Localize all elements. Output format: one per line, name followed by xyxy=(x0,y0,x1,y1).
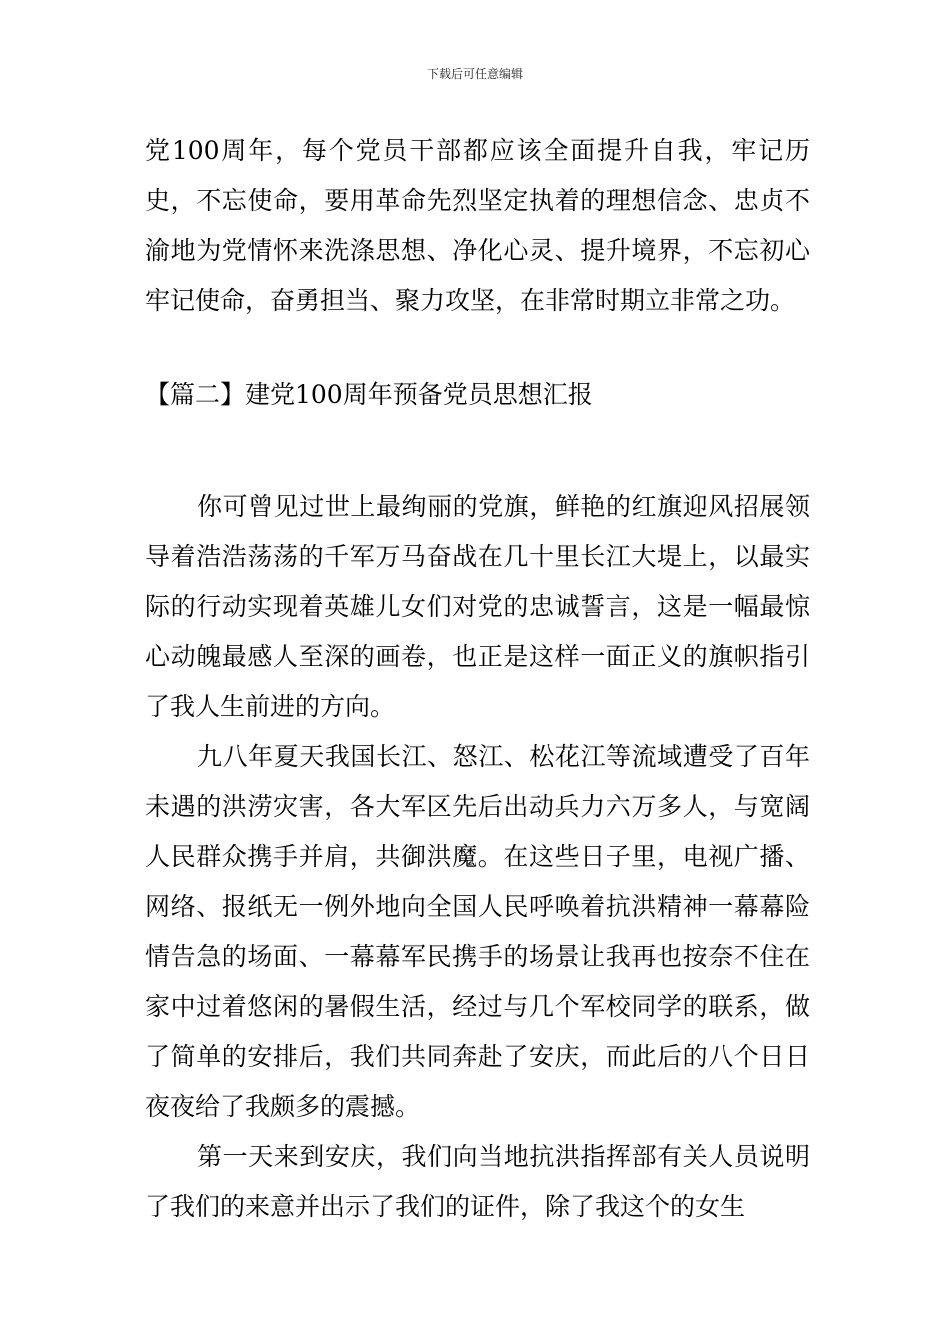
document-body xyxy=(145,126,810,1232)
paragraph-2: 你可曾见过世上最绚丽的党旗，鲜艳的红旗迎风招展领导着浩浩荡荡的千军万马奋战在几十里长江大堤上，以最实际的行动实现着英雄儿女们对党的忠诚誓言，这是一幅最惊心动魄最感人至深的画卷，也正是这样一面正义的旗帜指引了我人生前进的方向。 xyxy=(145,492,810,721)
paragraph-3: 九八年夏天我国长江、怒江、松花江等流域遭受了百年未遇的洪涝灾害，各大军区先后出动兵力六万多人，与宽阔人民群众携手并肩，共御洪魔。在这些日子里，电视广播、网络、报纸无一例外地向全国人民呼唤着抗洪精神一幕幕险情告急的场面、一幕幕军民携手的场景让我再也按奈不住在家中过着悠闲的暑假生活，经过与几个军校同学的联系，做了简单的安排后，我们共同奔赴了安庆，而此后的八个日日夜夜给了我颇多的震撼。 xyxy=(145,742,810,1121)
spacer xyxy=(145,420,810,482)
section-title: 【篇二】建党100周年预备党员思想汇报 xyxy=(145,380,593,409)
paragraph-4: 第一天来到安庆，我们向当地抗洪指挥部有关人员说明了我们的来意并出示了我们的证件，除了我这个的女生 xyxy=(145,1142,810,1221)
header-note: 下载后可任意编辑 xyxy=(426,67,523,81)
spacer xyxy=(145,326,810,370)
paragraph-1: 党100周年，每个党员干部都应该全面提升自我，牢记历史，不忘使命，要用革命先烈坚定执着的理想信念、忠贞不渝地为党情怀来洗涤思想、净化心灵、提升境界，不忘初心牢记使命，奋勇担当、聚力攻坚，在非常时期立非常之功。 xyxy=(145,136,810,315)
